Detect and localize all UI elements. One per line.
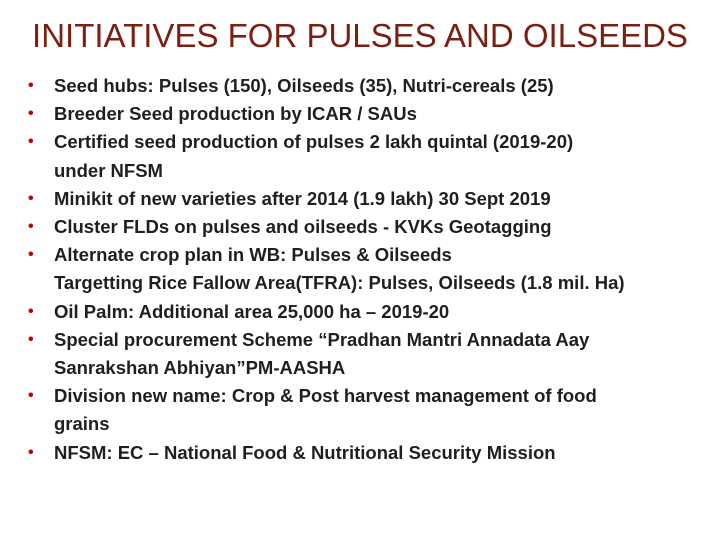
- bullet-point-icon: •: [28, 77, 34, 94]
- bullet-text: Alternate crop plan in WB: Pulses & Oilseeds: [54, 244, 452, 266]
- bullet-text: Division new name: Crop & Post harvest management of food: [54, 385, 597, 407]
- bullet-text: NFSM: EC – National Food & Nutritional Security Mission: [54, 441, 556, 463]
- bullet-item: [26, 298, 716, 326]
- bullet-text-continuation: under NFSM: [54, 159, 163, 181]
- bullet-point-icon: •: [28, 133, 34, 151]
- bullet-item: [26, 439, 716, 467]
- bullet-text: Oil Palm: Additional area 25,000 ha – 2019-20: [54, 300, 450, 322]
- bullet-point-icon: •: [28, 218, 34, 236]
- bullet-text: Certified seed production of pulses 2 lakh quintal (2019-20): [54, 131, 574, 153]
- bullet-text-continuation: grains: [54, 413, 110, 435]
- bullet-item: [26, 382, 716, 438]
- bullet-text: Breeder Seed production by ICAR / SAUs: [54, 103, 417, 125]
- bullet-item: [26, 72, 716, 100]
- bullet-point-icon: •: [28, 387, 34, 405]
- bullet-text-continuation: Sanrakshan Abhiyan”PM-AASHA: [54, 357, 346, 379]
- bullet-point-icon: •: [28, 246, 34, 264]
- bullet-text: Special procurement Scheme “Pradhan Mantri Annadata Aay: [54, 328, 590, 350]
- bullet-item: [26, 128, 716, 184]
- bullet-point-icon: •: [28, 302, 34, 320]
- bullet-item: [26, 213, 716, 241]
- bullet-item: [26, 241, 716, 297]
- bullet-point-icon: •: [28, 105, 34, 123]
- bullet-point-icon: •: [28, 330, 34, 348]
- bullet-point-icon: •: [28, 443, 34, 461]
- bullet-point-icon: •: [28, 189, 34, 207]
- bullet-item: [26, 100, 716, 128]
- slide-title: INITIATIVES FOR PULSES AND OILSEEDS: [32, 17, 688, 54]
- bullet-item: [26, 185, 716, 213]
- bullet-text: Cluster FLDs on pulses and oilseeds - KVKs Geotagging: [54, 216, 552, 238]
- bullet-text-continuation: Targetting Rice Fallow Area(TFRA): Pulses, Oilseeds (1.8 mil. Ha): [54, 272, 625, 294]
- bullet-text: Minikit of new varieties after 2014 (1.9 lakh) 30 Sept 2019: [54, 187, 551, 209]
- bullet-list: [26, 72, 716, 467]
- bullet-text: Seed hubs: Pulses (150), Oilseeds (35), Nutri-cereals (25): [54, 75, 554, 96]
- bullet-item: [26, 326, 716, 382]
